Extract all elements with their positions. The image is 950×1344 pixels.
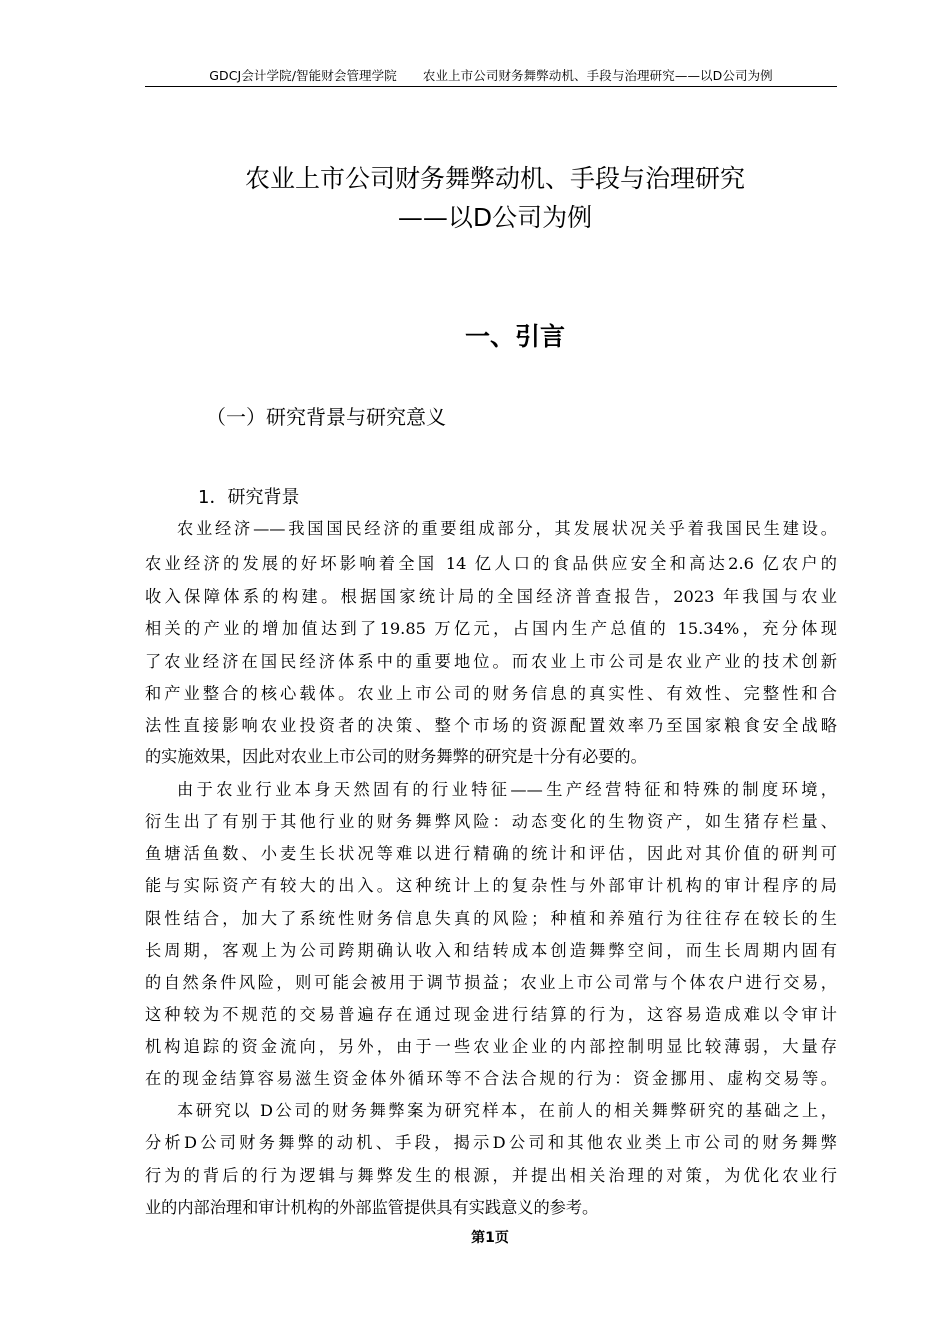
text-line: 法性直接影响农业投资者的决策、整个市场的资源配置效率乃至国家粮食安全战略: [145, 716, 837, 735]
text-line: 长周期，客观上为公司跨期确认收入和结转成本创造舞弊空间，而生长周期内固有: [145, 941, 837, 960]
text-line: 业的内部治理和审计机构的外部监管提供具有实践意义的参考。: [145, 1198, 599, 1217]
section-heading: 一、引言: [464, 322, 565, 351]
text-line: 分析D公司财务舞弊的动机、手段，揭示D公司和其他农业类上市公司的财务舞弊: [145, 1133, 837, 1152]
text-line: 收入保障体系的构建。根据国家统计局的全国经济普查报告，2023 年我国与农业: [145, 587, 837, 606]
text-line: 农业经济的发展的好坏影响着全国 14 亿人口的食品供应安全和高达2.6 亿农户的: [145, 554, 837, 573]
running-header-title: 农业上市公司财务舞弊动机、手段与治理研究——以D公司为例: [422, 68, 773, 83]
text-line: 和产业整合的核心载体。农业上市公司的财务信息的真实性、有效性、完整性和合: [145, 684, 837, 703]
text-line: 能与实际资产有较大的出入。这种统计上的复杂性与外部审计机构的审计程序的局: [145, 876, 837, 895]
paper-title: 农业上市公司财务舞弊动机、手段与治理研究: [244, 164, 745, 193]
text-line: 的实施效果，因此对农业上市公司的财务舞弊的研究是十分有必要的。: [145, 747, 647, 766]
text-line: 这种较为不规范的交易普遍存在通过现金进行结算的行为，这容易造成难以令审计: [145, 1005, 837, 1024]
text-line: 鱼塘活鱼数、小麦生长状况等难以进行精确的统计和评估，因此对其价值的研判可: [145, 844, 837, 863]
subsection-heading: （一）研究背景与研究意义: [206, 405, 446, 429]
paper-subtitle: ——以D公司为例: [397, 203, 593, 232]
item-heading: 1．研究背景: [198, 487, 300, 508]
text-line: 相关的产业的增加值达到了19.85 万亿元，占国内生产总值的 15.34%，充分体现: [145, 619, 837, 638]
text-line: 机构追踪的资金流向，另外，由于一些农业企业的内部控制明显比较薄弱，大量存: [145, 1037, 837, 1056]
running-header-institution: GDCJ会计学院/智能财会管理学院: [209, 68, 397, 83]
header-rule: [145, 86, 837, 87]
text-line: 衍生出了有别于其他行业的财务舞弊风险：动态变化的生物资产，如生猪存栏量、: [145, 812, 837, 831]
text-line: 行为的背后的行为逻辑与舞弊发生的根源，并提出相关治理的对策，为优化农业行: [145, 1166, 837, 1185]
text-line: 限性结合，加大了系统性财务信息失真的风险；种植和养殖行为往往存在较长的生: [145, 909, 837, 928]
page-number: 第1页: [471, 1230, 509, 1246]
text-line: 在的现金结算容易滋生资金体外循环等不合法合规的行为：资金挪用、虚构交易等。: [145, 1069, 837, 1088]
running-header: [145, 68, 837, 84]
text-line: 由于农业行业本身天然固有的行业特征——生产经营特征和特殊的制度环境，: [177, 780, 837, 799]
text-line: 本研究以 D公司的财务舞弊案为研究样本，在前人的相关舞弊研究的基础之上，: [177, 1101, 837, 1120]
text-line: 了农业经济在国民经济体系中的重要地位。而农业上市公司是农业产业的技术创新: [145, 652, 837, 671]
text-line: 的自然条件风险，则可能会被用于调节损益；农业上市公司常与个体农户进行交易，: [145, 973, 837, 992]
text-line: 农业经济——我国国民经济的重要组成部分，其发展状况关乎着我国民生建设。: [177, 519, 837, 538]
